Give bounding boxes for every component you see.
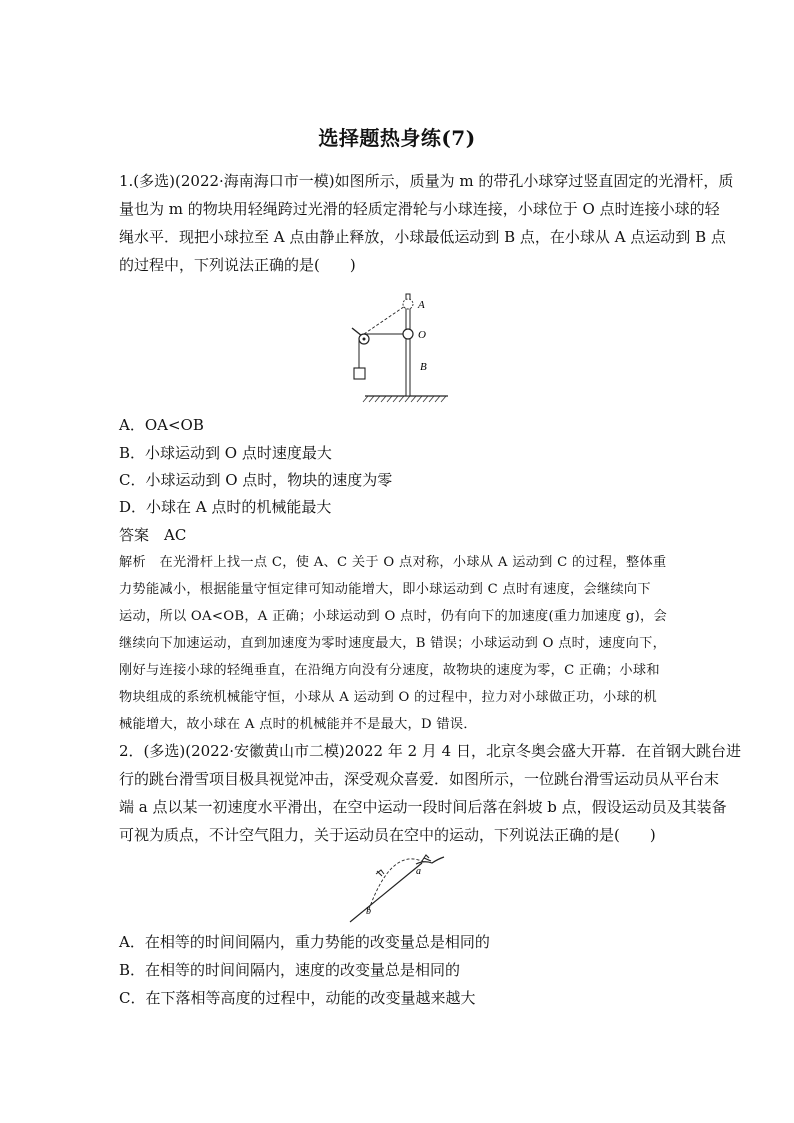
q2-option-c: C．在下落相等高度的过程中，动能的改变量越来越大 <box>119 989 476 1007</box>
q1-solution-line-7: 械能增大，故小球在 A 点时的机械能并不是最大，D 错误． <box>119 717 477 732</box>
q2-stem-line-3: 端 a 点以某一初速度水平滑出，在空中运动一段时间后落在斜坡 b 点，假设运动员及其装备 <box>119 798 727 816</box>
page-title: 选择题热身练(7) <box>318 126 476 150</box>
label-O: O <box>418 329 426 341</box>
label-B: B <box>420 361 427 373</box>
q1-option-b: B．小球运动到 O 点时速度最大 <box>119 444 332 462</box>
q1-solution-line-4: 继续向下加速运动，直到加速度为零时速度最大，B 错误；小球运动到 O 点时，速度向下， <box>119 636 667 651</box>
q1-stem-line-1: 1.(多选)(2022·海南海口市一模)如图所示，质量为 m 的带孔小球穿过竖直固定的光滑杆，质 <box>119 172 734 190</box>
q1-answer: 答案 AC <box>119 526 187 544</box>
q1-figure <box>340 288 460 406</box>
q2-stem-line-4: 可视为质点，不计空气阻力，关于运动员在空中的运动，下列说法正确的是( ) <box>119 826 656 844</box>
label-a: a <box>416 866 421 877</box>
q1-stem-line-2: 量也为 m 的物块用轻绳跨过光滑的轻质定滑轮与小球连接，小球位于 O 点时连接小球的轻 <box>119 200 720 218</box>
label-b: b <box>366 906 371 917</box>
pulley-rod-diagram <box>340 288 460 406</box>
ski-jump-diagram <box>346 852 450 926</box>
q1-solution-line-1: 解析 在光滑杆上找一点 C，使 A、C 关于 O 点对称，小球从 A 运动到 C 的过程，整体重 <box>119 555 667 570</box>
q1-solution-line-3: 运动，所以 OA<OB，A 正确；小球运动到 O 点时，仍有向下的加速度(重力加速度 g)，会 <box>119 609 668 624</box>
q1-stem-line-4: 的过程中，下列说法正确的是( ) <box>119 256 356 274</box>
q2-stem-line-1: 2．(多选)(2022·安徽黄山市二模)2022 年 2 月 4 日，北京冬奥会盛大开幕．在首钢大跳台进 <box>119 742 741 760</box>
q1-option-d: D．小球在 A 点时的机械能最大 <box>119 498 332 516</box>
q1-option-a: A．OA<OB <box>119 416 204 434</box>
q2-option-b: B．在相等的时间间隔内，速度的改变量总是相同的 <box>119 961 461 979</box>
label-A: A <box>418 299 425 311</box>
q2-figure <box>346 852 450 926</box>
q1-solution-line-5: 刚好与连接小球的轻绳垂直，在沿绳方向没有分速度，故物块的速度为零，C 正确；小球和 <box>119 663 660 678</box>
q2-option-a: A．在相等的时间间隔内，重力势能的改变量总是相同的 <box>119 933 490 951</box>
q1-solution-line-2: 力势能减小，根据能量守恒定律可知动能增大，即小球运动到 C 点时有速度，会继续向下 <box>119 582 651 597</box>
q1-stem-line-3: 绳水平．现把小球拉至 A 点由静止释放，小球最低运动到 B 点，在小球从 A 点运动到 B 点 <box>119 228 726 246</box>
q1-option-c: C．小球运动到 O 点时，物块的速度为零 <box>119 471 393 489</box>
q2-stem-line-2: 行的跳台滑雪项目极具视觉冲击，深受观众喜爱．如图所示，一位跳台滑雪运动员从平台末 <box>119 770 720 788</box>
q1-solution-line-6: 物块组成的系统机械能守恒，小球从 A 运动到 O 的过程中，拉力对小球做正功，小球的机 <box>119 690 657 705</box>
